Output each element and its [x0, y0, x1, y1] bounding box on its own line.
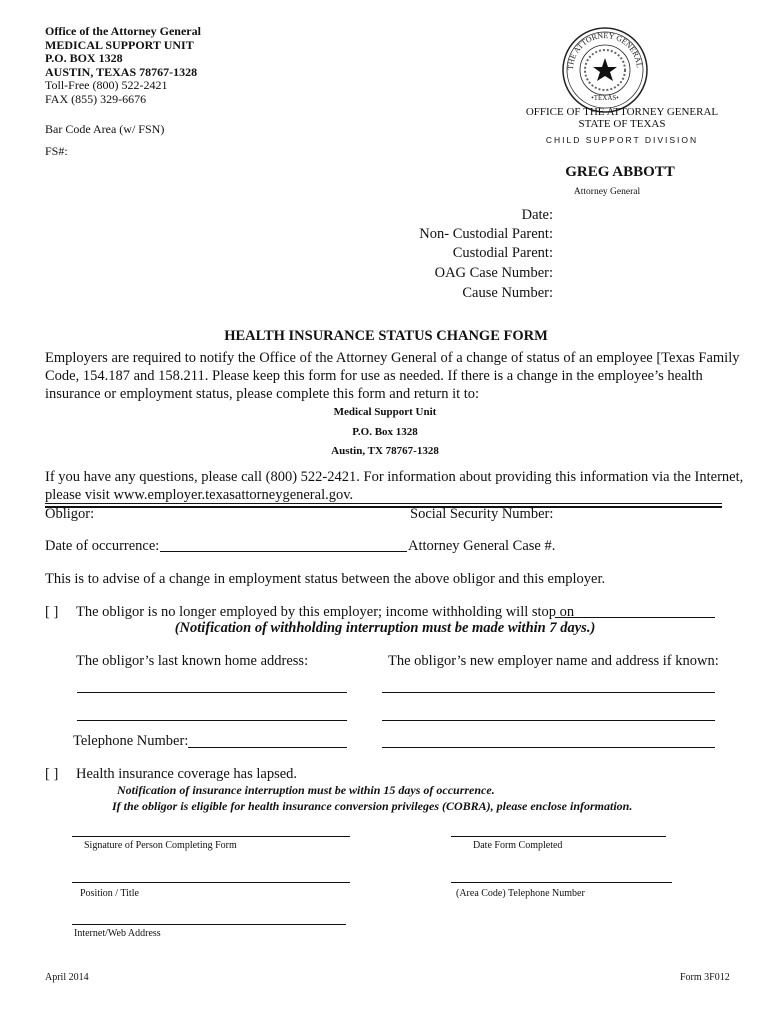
- fs-number-label: FS#:: [45, 144, 68, 158]
- cobra-note: If the obligor is eligible for health insurance conversion privileges (COBRA), please enclose information.: [112, 799, 633, 813]
- signature-label: Signature of Person Completing Form: [84, 840, 237, 851]
- section-divider: [45, 506, 722, 508]
- office-division: CHILD SUPPORT DIVISION: [545, 135, 699, 145]
- telephone-field[interactable]: [188, 747, 347, 748]
- home-address-field[interactable]: [77, 720, 347, 721]
- footer-date: April 2014: [45, 972, 89, 983]
- intro-line: Employers are required to notify the Office of the Attorney General of a change of status of an employee [Texas Family: [45, 350, 740, 366]
- cause-number-label: Cause Number:: [462, 285, 553, 301]
- ssn-label: Social Security Number:: [410, 506, 554, 522]
- date-completed-label: Date Form Completed: [473, 840, 563, 851]
- new-employer-field[interactable]: [382, 720, 715, 721]
- new-employer-field[interactable]: [382, 692, 715, 693]
- web-address-label: Internet/Web Address: [74, 928, 161, 939]
- custodial-parent-label: Custodial Parent:: [452, 245, 553, 261]
- withholding-stop-date-field[interactable]: [555, 617, 715, 618]
- advise-text: This is to advise of a change in employment status between the above obligor and this employer.: [45, 571, 606, 587]
- return-address-line: P.O. Box 1328: [352, 426, 418, 438]
- new-employer-label: The obligor’s new employer name and address if known:: [388, 653, 719, 669]
- withholding-note: (Notification of withholding interruption must be made within 7 days.): [174, 620, 596, 636]
- return-address-line: Medical Support Unit: [333, 406, 437, 418]
- form-title: HEALTH INSURANCE STATUS CHANGE FORM: [224, 328, 548, 344]
- state-seal-icon: [561, 26, 649, 114]
- signature-field[interactable]: [72, 836, 350, 837]
- fax: FAX (855) 329-6676: [45, 92, 147, 106]
- letterhead-line: MEDICAL SUPPORT UNIT: [45, 38, 194, 52]
- attorney-general-name: GREG ABBOTT: [565, 164, 675, 180]
- intro-line: Code, 154.187 and 158.211. Please keep this form for use as needed. If there is a change in the employee’s health: [45, 368, 703, 384]
- date-occurrence-label: Date of occurrence:: [45, 538, 160, 554]
- lapsed-label: Health insurance coverage has lapsed.: [76, 766, 298, 782]
- intro-line: insurance or employment status, please complete this form and return it to:: [45, 386, 480, 402]
- phone-label: (Area Code) Telephone Number: [456, 888, 585, 899]
- position-label: Position / Title: [80, 888, 139, 899]
- no-longer-label: The obligor is no longer employed by this employer; income withholding will stop on: [76, 604, 575, 620]
- web-address-field[interactable]: [72, 924, 346, 925]
- new-employer-field[interactable]: [382, 747, 715, 748]
- office-state: STATE OF TEXAS: [578, 118, 666, 130]
- svg-text:•TEXAS•: •TEXAS•: [591, 94, 619, 102]
- svg-text:THE ATTORNEY GENERAL: THE ATTORNEY GENERAL: [565, 30, 644, 71]
- letterhead-line: Office of the Attorney General: [45, 24, 201, 38]
- office-name: OFFICE OF THE ATTORNEY GENERAL: [525, 106, 719, 118]
- return-address-line: Austin, TX 78767-1328: [331, 445, 439, 457]
- lapsed-checkbox[interactable]: [ ]: [45, 766, 59, 782]
- date-completed-field[interactable]: [451, 836, 666, 837]
- phone-field[interactable]: [451, 882, 672, 883]
- barcode-area: Bar Code Area (w/ FSN): [45, 122, 165, 136]
- obligor-label: Obligor:: [45, 506, 95, 522]
- letterhead-line: AUSTIN, TEXAS 78767-1328: [45, 65, 198, 79]
- telephone-label: Telephone Number:: [73, 733, 189, 749]
- date-occurrence-field[interactable]: [160, 551, 407, 552]
- questions-line: If you have any questions, please call (800) 522-2421. For information about providing this information via the Internet,: [45, 469, 744, 485]
- toll-free: Toll-Free (800) 522-2421: [45, 78, 168, 92]
- position-field[interactable]: [72, 882, 350, 883]
- attorney-general-role: Attorney General: [573, 187, 641, 197]
- form-number: Form 3F012: [680, 972, 730, 983]
- no-longer-checkbox[interactable]: [ ]: [45, 604, 59, 620]
- oag-case-number-label: OAG Case Number:: [434, 265, 553, 281]
- ag-case-label: Attorney General Case #.: [408, 538, 556, 554]
- home-address-field[interactable]: [77, 692, 347, 693]
- website-link[interactable]: please visit www.employer.texasattorneygeneral.gov.: [45, 487, 354, 503]
- letterhead-line: P.O. BOX 1328: [45, 51, 123, 65]
- non-custodial-parent-label: Non- Custodial Parent:: [419, 226, 553, 242]
- date-label: Date:: [521, 207, 553, 223]
- home-address-label: The obligor’s last known home address:: [76, 653, 309, 669]
- lapsed-note: Notification of insurance interruption must be within 15 days of occurrence.: [117, 783, 495, 797]
